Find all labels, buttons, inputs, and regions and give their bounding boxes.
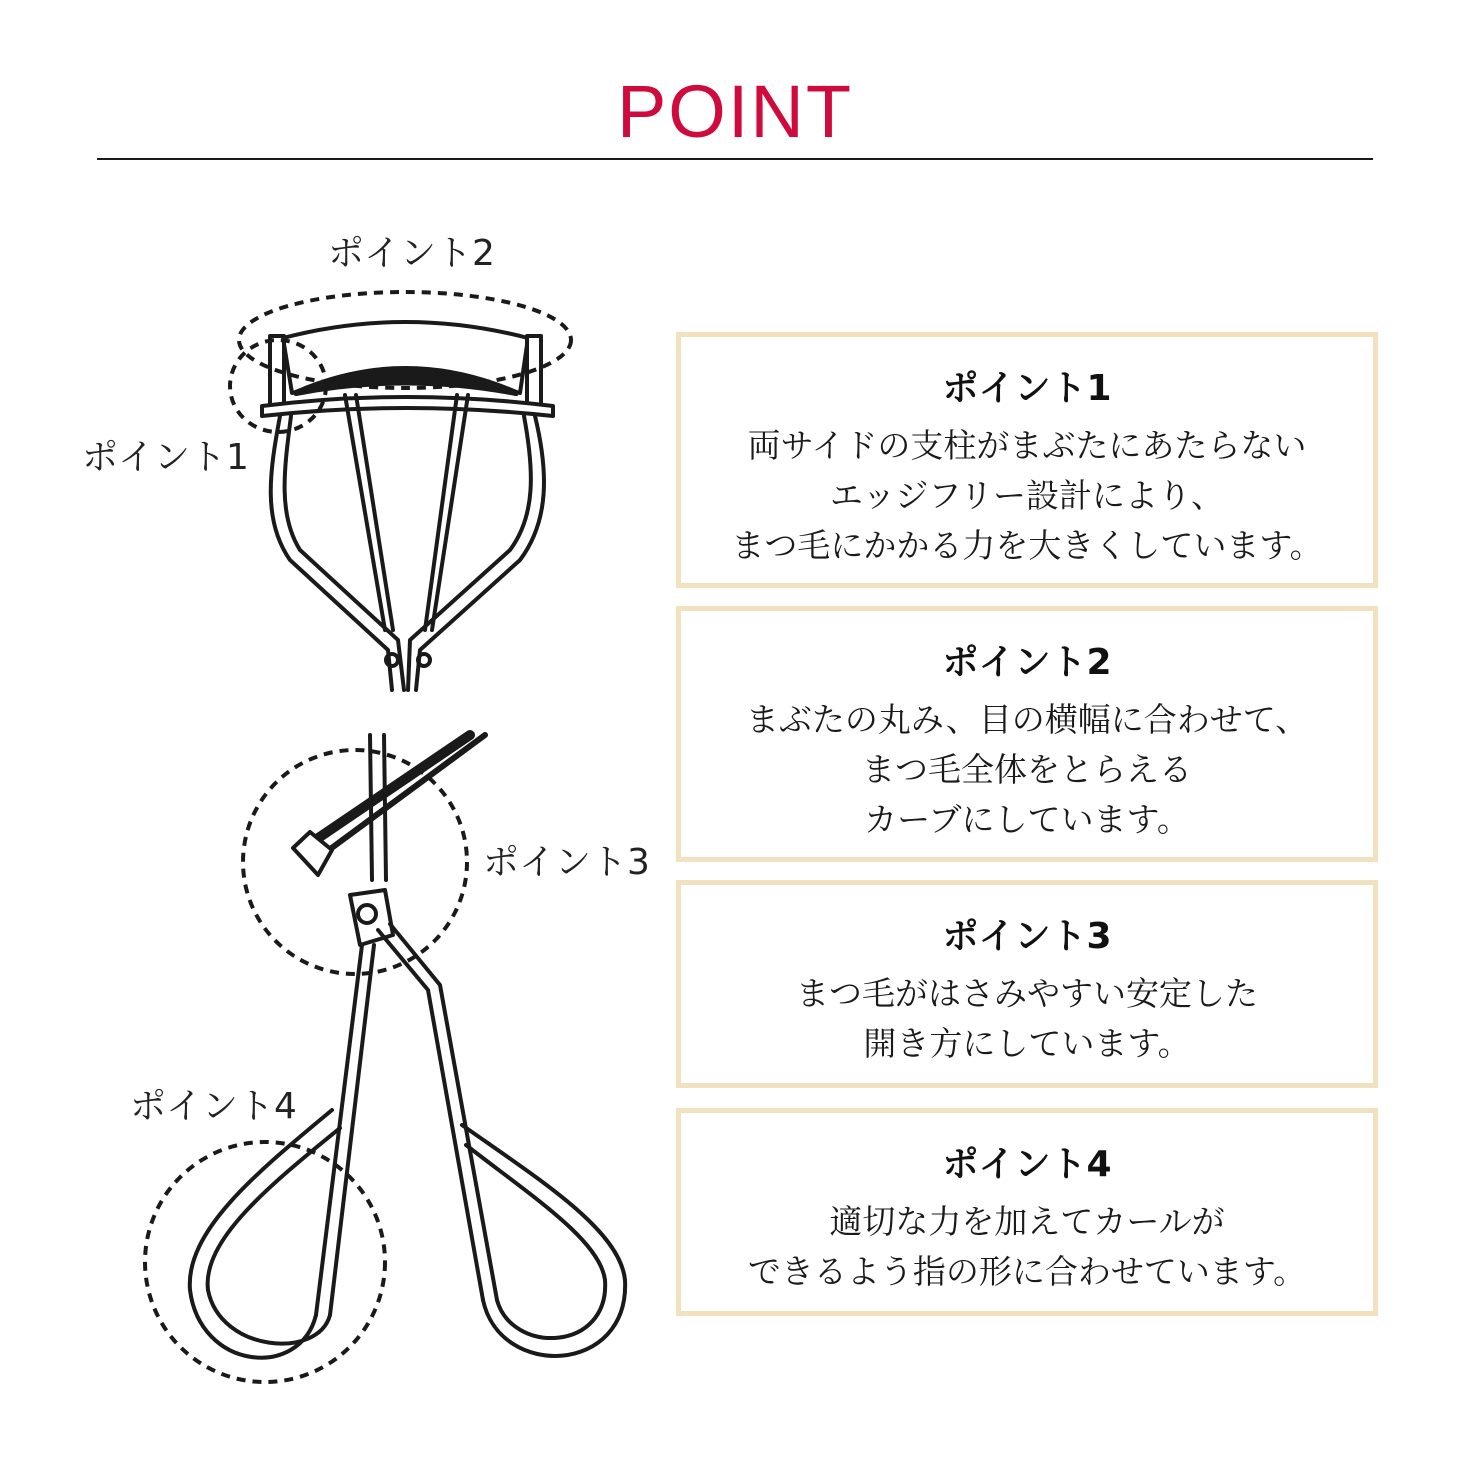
point2-box (676, 606, 1378, 862)
point1-box (676, 332, 1378, 588)
point4-line: 適切な力を加えてカールが (829, 1202, 1225, 1241)
point1-heading: ポイント1 (942, 368, 1112, 409)
point2-line: まぶたの丸み、目の横幅に合わせて、 (745, 700, 1309, 739)
callout-point2: ポイント2 (328, 233, 495, 274)
page-title: POINT (616, 70, 854, 153)
eyelash-curler-illustration (0, 0, 680, 1470)
point4-heading: ポイント4 (942, 1144, 1112, 1185)
point4-line: できるよう指の形に合わせています。 (747, 1252, 1307, 1291)
callout-point4: ポイント4 (130, 1086, 297, 1127)
point2-description (681, 695, 1373, 845)
point2-heading: ポイント2 (942, 642, 1112, 683)
point3-heading: ポイント3 (942, 916, 1112, 957)
point3-line: 開き方にしています。 (863, 1024, 1191, 1063)
point1-line: 両サイドの支柱がまぶたにあたらない (747, 426, 1307, 465)
point3-line: まつ毛がはさみやすい安定した (796, 974, 1258, 1013)
point1-description (681, 421, 1373, 571)
point2-line: まつ毛全体をとらえる (862, 750, 1192, 789)
curler-front-view (262, 322, 553, 690)
point2-line: カーブにしています。 (864, 800, 1190, 839)
point4-description (681, 1197, 1373, 1297)
point1-line: エッジフリー設計により、 (829, 476, 1225, 515)
callout-point1: ポイント1 (82, 437, 249, 478)
callout-point3: ポイント3 (483, 842, 650, 883)
curler-side-view (190, 735, 625, 1358)
point3-description (681, 969, 1373, 1069)
point4-highlight (145, 1142, 385, 1382)
point1-line: まつ毛にかかる力を大きくしています。 (731, 526, 1323, 565)
point4-box (676, 1108, 1378, 1316)
point3-highlight (243, 750, 467, 974)
point3-box (676, 880, 1378, 1088)
